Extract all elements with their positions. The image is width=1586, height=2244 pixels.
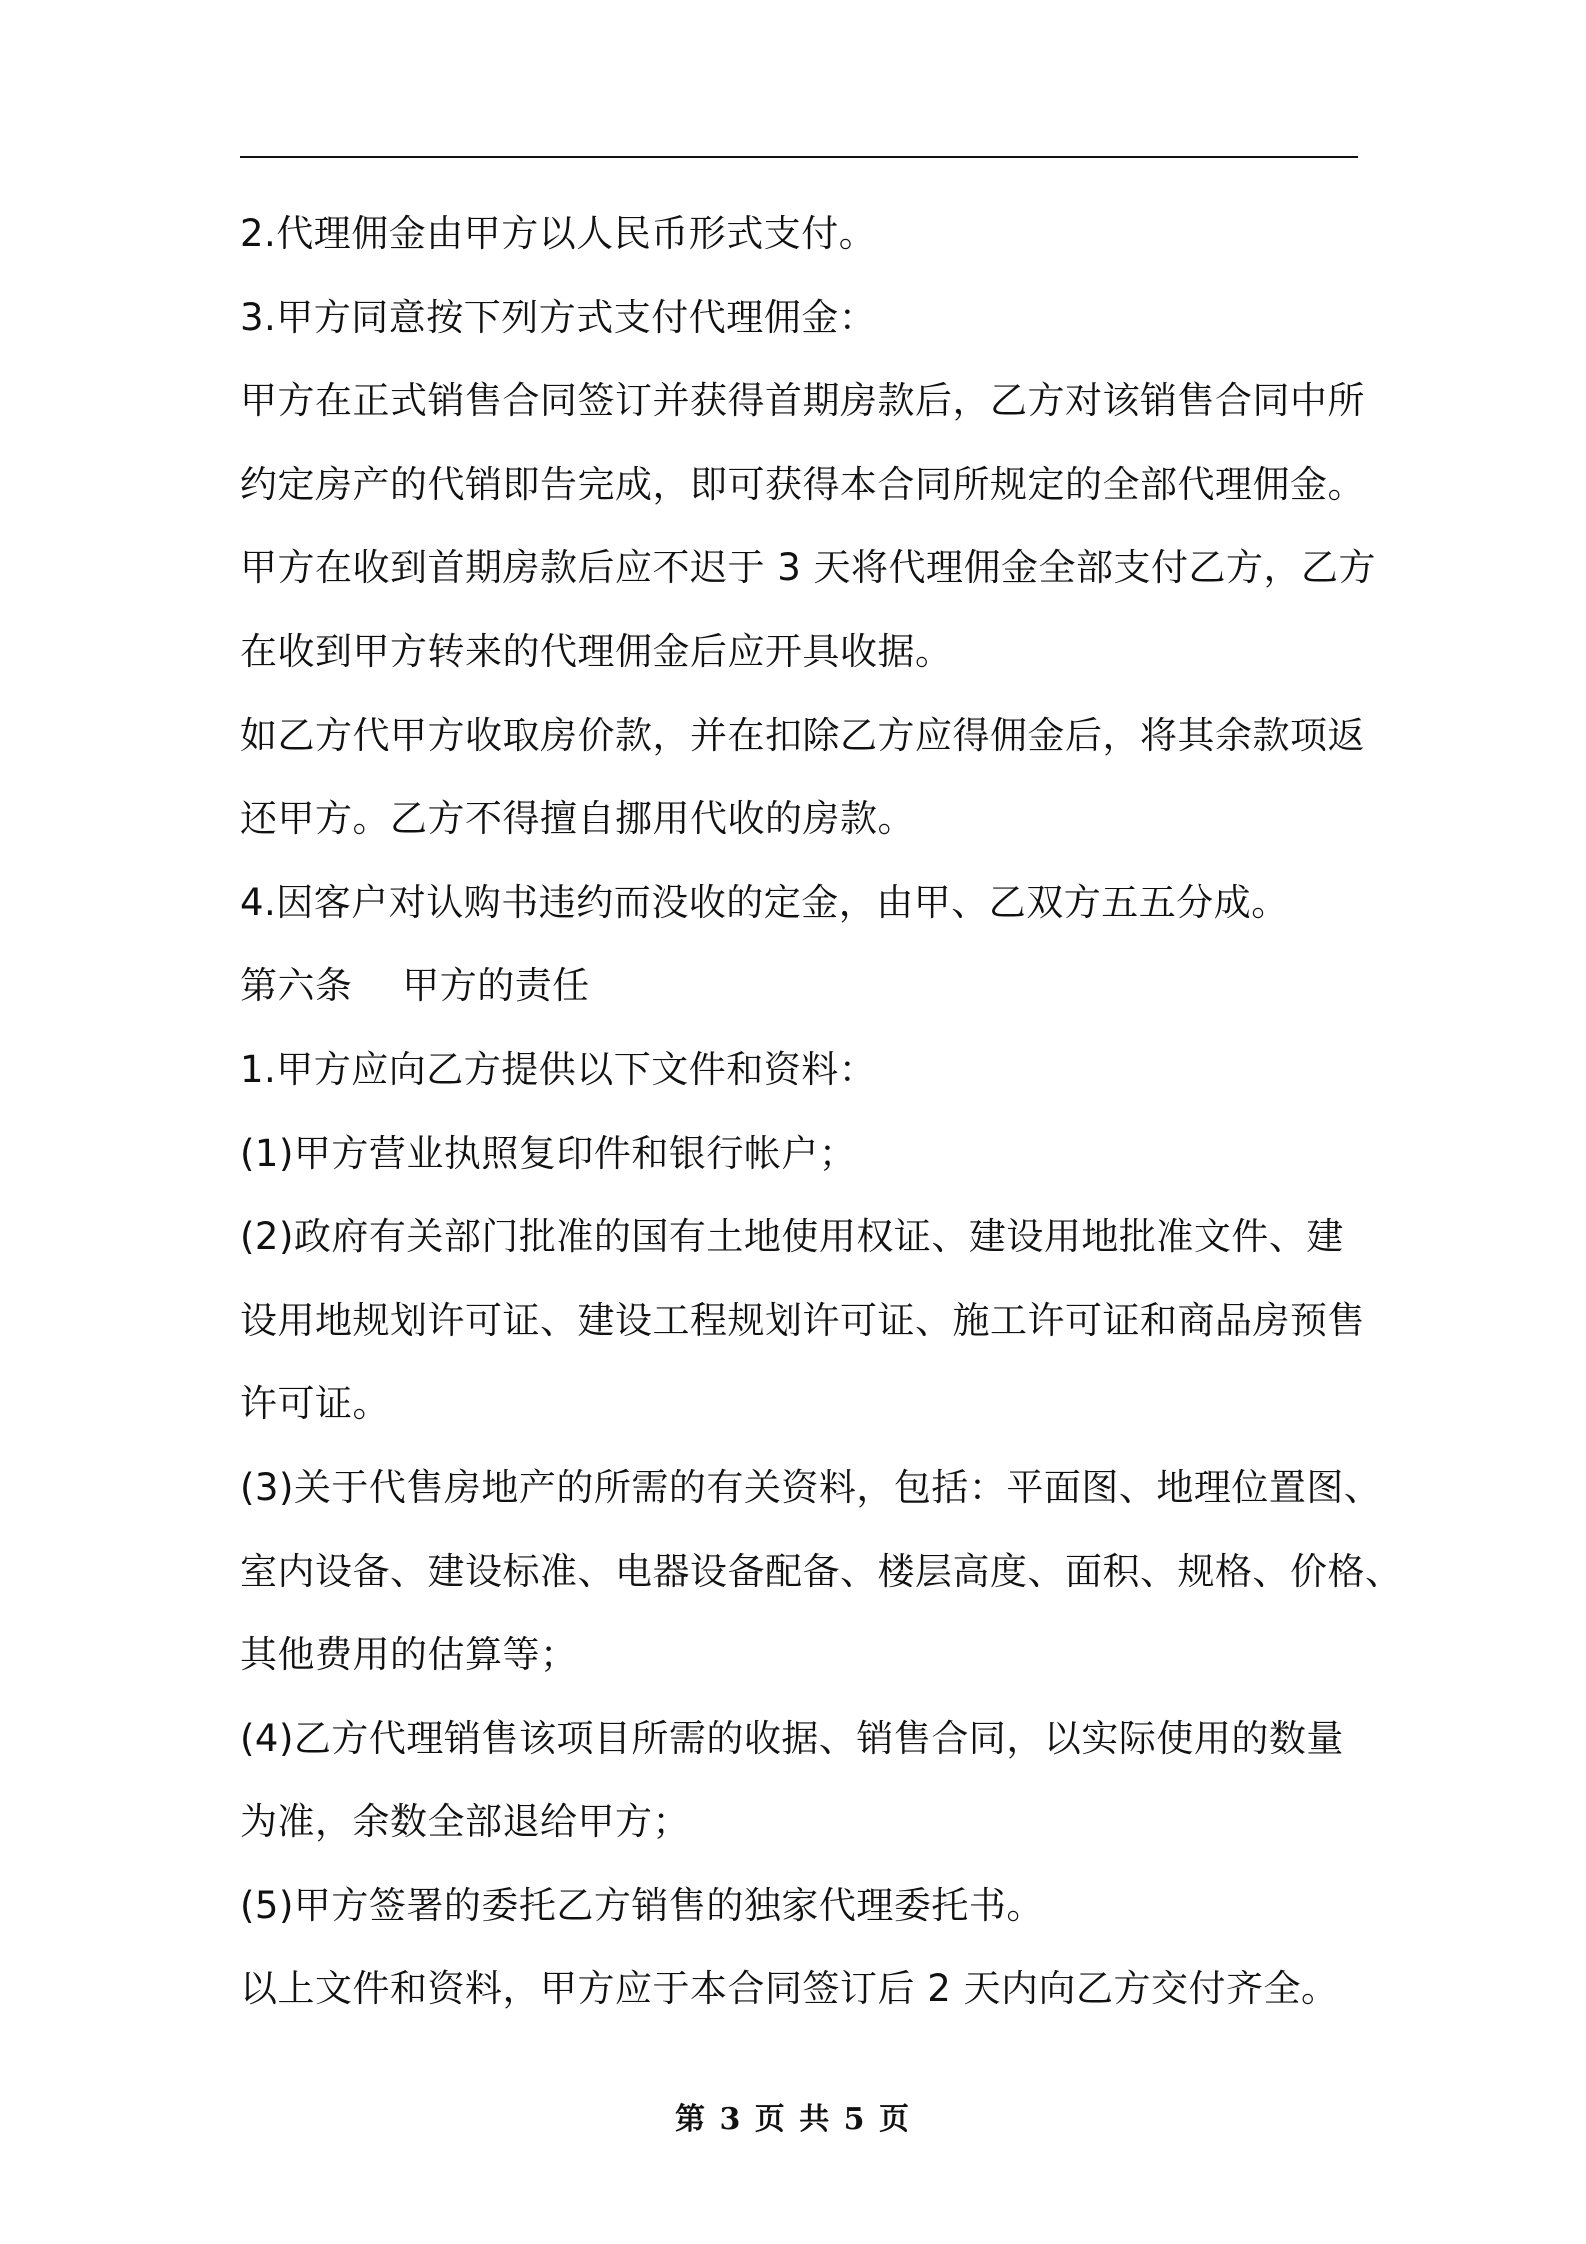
document-body	[240, 192, 1403, 2031]
text-line: 其他费用的估算等；	[240, 1633, 578, 1677]
text-line: 如乙方代甲方收取房价款，并在扣除乙方应得佣金后，将其余款项返	[240, 713, 1365, 757]
text-line: 3.甲方同意按下列方式支付代理佣金：	[240, 295, 877, 339]
text-line: (1)甲方营业执照复印件和银行帐户；	[240, 1131, 857, 1175]
section-heading: 第六条 甲方的责任	[240, 964, 590, 1008]
text-line: 设用地规划许可证、建设工程规划许可证、施工许可证和商品房预售	[240, 1298, 1365, 1342]
text-line: 2.代理佣金由甲方以人民币形式支付。	[240, 212, 877, 255]
text-line: 4.因客户对认购书违约而没收的定金，由甲、乙双方五五分成。	[240, 880, 1289, 924]
text-line: 还甲方。乙方不得擅自挪用代收的房款。	[240, 797, 915, 841]
header-rule	[240, 156, 1358, 158]
page-number-footer: 第 3 页 共 5 页	[675, 2102, 911, 2137]
text-line: 以上文件和资料，甲方应于本合同签订后 2 天内向乙方交付齐全。	[240, 1967, 1339, 2011]
text-line: (5)甲方签署的委托乙方销售的独家代理委托书。	[240, 1883, 1044, 1927]
text-line: 约定房产的代销即告完成，即可获得本合同所规定的全部代理佣金。	[240, 462, 1365, 506]
text-line: 甲方在收到首期房款后应不迟于 3 天将代理佣金全部支付乙方，乙方	[240, 546, 1377, 590]
text-line: 在收到甲方转来的代理佣金后应开具收据。	[240, 629, 953, 673]
text-line: (2)政府有关部门批准的国有土地使用权证、建设用地批准文件、建	[240, 1215, 1344, 1259]
text-line: 室内设备、建设标准、电器设备配备、楼层高度、面积、规格、价格、	[240, 1549, 1403, 1593]
text-line: 1.甲方应向乙方提供以下文件和资料：	[240, 1047, 877, 1091]
text-line: (4)乙方代理销售该项目所需的收据、销售合同，以实际使用的数量	[240, 1716, 1344, 1760]
text-line: 甲方在正式销售合同签订并获得首期房款后，乙方对该销售合同中所	[240, 379, 1365, 423]
text-line: 许可证。	[240, 1382, 390, 1426]
text-line: (3)关于代售房地产的所需的有关资料，包括：平面图、地理位置图、	[240, 1465, 1382, 1509]
text-line: 为准，余数全部退给甲方；	[240, 1800, 690, 1844]
